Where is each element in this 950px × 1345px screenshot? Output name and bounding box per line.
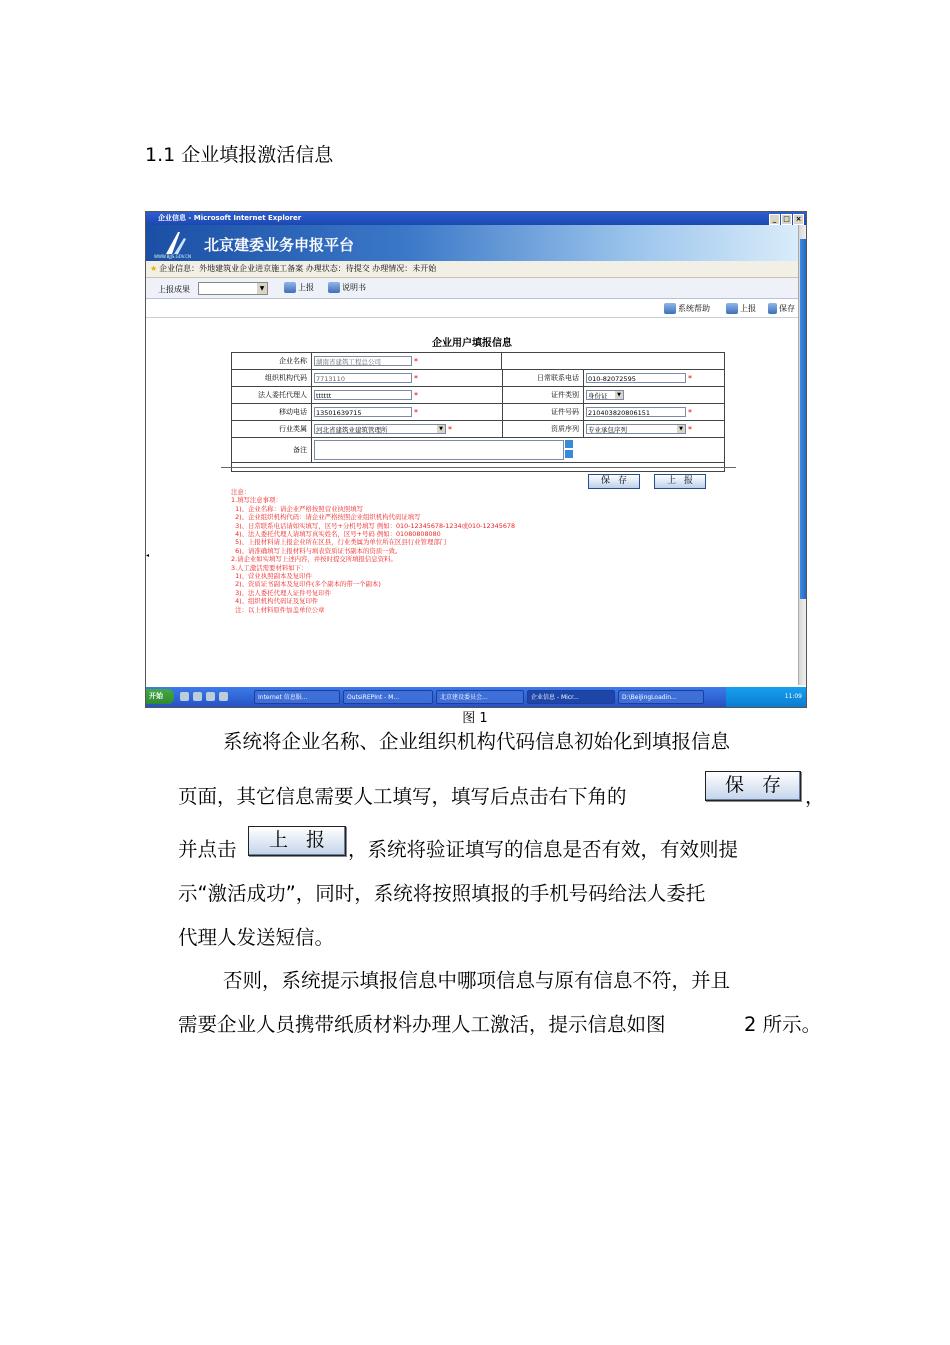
form-row xyxy=(232,421,724,438)
quick-launch xyxy=(180,692,228,701)
remarks-field[interactable] xyxy=(314,440,564,460)
remarks-scroll-down-icon[interactable] xyxy=(565,450,573,458)
form-row xyxy=(232,370,724,387)
id-type-label: 证件类别 xyxy=(502,387,584,403)
platform-banner xyxy=(146,225,798,261)
id-type-value: 身份证 xyxy=(588,392,608,400)
paragraph-line: 代理人发送短信。 xyxy=(178,926,335,949)
chevron-down-icon: ▼ xyxy=(257,283,267,294)
toolbar-manual-label: 说明书 xyxy=(342,283,366,292)
task-item[interactable]: Internet 信息服... xyxy=(254,690,340,704)
upload-button-image: 上报 xyxy=(248,826,346,856)
industry-value: 河北省建筑业建筑管理所 xyxy=(316,426,388,434)
required-mark: * xyxy=(414,390,418,400)
qualification-label: 资质序列 xyxy=(502,421,584,437)
collapse-handle-icon[interactable]: ◂ xyxy=(146,552,150,559)
paragraph-line: 示“激活成功”，同时，系统将按照填报的手机号码给法人委托 xyxy=(178,882,706,905)
figure-caption: 图 1 xyxy=(462,711,488,726)
form-row xyxy=(232,353,724,370)
task-item[interactable]: D:\BeiJingLoadin... xyxy=(618,690,704,704)
phone-label: 日常联系电话 xyxy=(502,370,584,386)
breadcrumb-text: 企业信息：外地建筑业企业进京施工备案 办理状态：待提交 办理情况：未开始 xyxy=(159,264,437,273)
task-item-active[interactable]: 企业信息 - Micr... xyxy=(527,690,615,704)
browser-icon[interactable] xyxy=(193,692,202,701)
paragraph-line: 系统将企业名称、企业组织机构代码信息初始化到填报信息 xyxy=(223,730,731,753)
paragraph-line: 需要企业人员携带纸质材料办理人工激活，提示信息如图 xyxy=(178,1013,666,1036)
start-button[interactable]: 开始 xyxy=(146,689,174,704)
window-title: 企业信息 - Microsoft Internet Explorer xyxy=(158,214,302,222)
remarks-scroll-up-icon[interactable] xyxy=(565,440,573,448)
paragraph-punct: ， xyxy=(805,785,825,808)
upload-icon xyxy=(726,303,738,314)
upload-button-top[interactable] xyxy=(726,303,756,314)
industry-select[interactable] xyxy=(314,424,446,434)
org-code-label: 组织机构代码 xyxy=(232,370,312,386)
task-list xyxy=(254,690,704,704)
qualification-select[interactable] xyxy=(586,424,686,434)
remarks-label: 备注 xyxy=(232,438,312,462)
agent-field[interactable]: tttttt xyxy=(314,390,412,400)
form-title: 企业用户填报信息 xyxy=(432,338,512,349)
taskbar xyxy=(146,687,806,707)
help-button[interactable] xyxy=(664,303,710,314)
media-icon[interactable] xyxy=(206,692,215,701)
required-mark: * xyxy=(688,373,692,383)
id-type-select[interactable] xyxy=(586,390,624,400)
required-mark: * xyxy=(688,407,692,417)
scrollbar[interactable] xyxy=(798,225,807,685)
chevron-down-icon: ▼ xyxy=(615,391,623,399)
user-info-form xyxy=(231,352,725,472)
help-label: 系统帮助 xyxy=(678,304,710,313)
clock: 11:09 xyxy=(784,693,802,700)
screenshot-figure xyxy=(145,211,807,708)
notes-text: 注意： 1.填写注意事项： 1)、企业名称：请企业严格按照营业执照填写 2)、企业组织机构代码：请企业严格按照企业组织机构代码证填写 3)、日常联系电话请如实填写，区号+分机号填写 例如：010-12345678-1234或010-12345678 4)、法人委托代理人请填写真实姓名，区号+号码 例如：01080808080 5)、上报材料请上报企业所在区县，行业类属为单位所在区县行业管理部门 6)、请准确填写上报材料与填表资质证书副本的资质一致。 2.请企业如实填写上述内容，并按时提交所填报信息资料。 3.人工激活需要材料如下： 1)、营业执照副本及复印件 2)、资质证书副本及复印件(多个副本的带一个副本) 3)、法人委托代理人证件号复印件 4)、组织机构代码证及复印件 注：以上材料原件加盖单位公章 xyxy=(231,488,516,614)
toolbar-upload-label: 上报 xyxy=(298,283,314,292)
help-icon xyxy=(664,303,676,314)
toolbar-top xyxy=(146,278,798,299)
paragraph-line: 2 所示。 xyxy=(744,1013,822,1036)
paragraph-line: 并点击 xyxy=(178,838,237,861)
save-icon xyxy=(768,303,777,314)
manual-icon xyxy=(328,282,340,293)
section-heading: 1.1 企业填报激活信息 xyxy=(145,144,334,166)
task-item[interactable]: 北京建设委员会... xyxy=(436,690,524,704)
maximize-button[interactable]: □ xyxy=(781,214,792,225)
task-item[interactable]: OutsiREPInt - M... xyxy=(343,690,433,704)
star-icon: ★ xyxy=(150,264,158,273)
company-name-field[interactable]: 湖南省建筑工程总公司 xyxy=(314,356,412,366)
id-number-label: 证件号码 xyxy=(502,404,584,420)
save-label-top: 保存 xyxy=(779,304,795,313)
paragraph-line: 否则，系统提示填报信息中哪项信息与原有信息不符，并且 xyxy=(223,969,731,992)
form-row xyxy=(232,387,724,404)
id-number-field[interactable]: 210403820806151 xyxy=(586,407,686,417)
required-mark: * xyxy=(688,424,692,434)
industry-label: 行业类属 xyxy=(232,421,312,437)
platform-name: 北京建委业务申报平台 xyxy=(204,236,355,254)
required-mark: * xyxy=(414,373,418,383)
upload-button[interactable]: 上报 xyxy=(654,474,706,489)
org-code-field[interactable]: 7713110 xyxy=(314,373,412,383)
chevron-down-icon: ▼ xyxy=(677,425,685,433)
agent-label: 法人委托代理人 xyxy=(232,387,312,403)
save-button-top[interactable] xyxy=(768,303,795,314)
mobile-label: 移动电话 xyxy=(232,404,312,420)
form-row xyxy=(232,438,724,463)
toolbar-upload-button[interactable] xyxy=(284,282,314,293)
window-titlebar xyxy=(146,212,806,225)
category-label: 上报成果 xyxy=(158,285,190,294)
upload-icon xyxy=(284,282,296,293)
minimize-button[interactable]: _ xyxy=(769,214,780,225)
scrollbar-thumb[interactable] xyxy=(800,239,806,599)
chevron-down-icon: ▼ xyxy=(437,425,445,433)
toolbar-manual-button[interactable] xyxy=(328,282,366,293)
qualification-value: 专业承包序列 xyxy=(588,426,627,434)
close-button[interactable]: × xyxy=(793,214,804,225)
paragraph-line: 页面，其它信息需要人工填写，填写后点击右下角的 xyxy=(178,785,627,808)
folder-icon[interactable] xyxy=(219,692,228,701)
phone-field[interactable]: 010-82072595 xyxy=(586,373,686,383)
mobile-field[interactable]: 13501639715 xyxy=(314,407,412,417)
platform-logo-icon xyxy=(164,230,188,256)
company-name-label: 企业名称 xyxy=(232,353,312,369)
required-mark: * xyxy=(414,407,418,417)
required-mark: * xyxy=(448,424,452,434)
required-mark: * xyxy=(414,356,418,366)
platform-url: WWW.BJJS.GOV.CN xyxy=(154,254,192,259)
upload-label-top: 上报 xyxy=(740,304,756,313)
system-tray xyxy=(726,687,806,707)
toolbar-actions xyxy=(146,299,798,318)
paragraph-line: ，系统将验证填写的信息是否有效，有效则提 xyxy=(348,838,739,861)
divider xyxy=(221,467,736,468)
save-button[interactable]: 保存 xyxy=(588,474,640,489)
desktop-icon[interactable] xyxy=(180,692,189,701)
category-select[interactable] xyxy=(198,282,268,295)
breadcrumb xyxy=(146,261,798,278)
form-row xyxy=(232,404,724,421)
save-button-image: 保存 xyxy=(705,771,801,801)
